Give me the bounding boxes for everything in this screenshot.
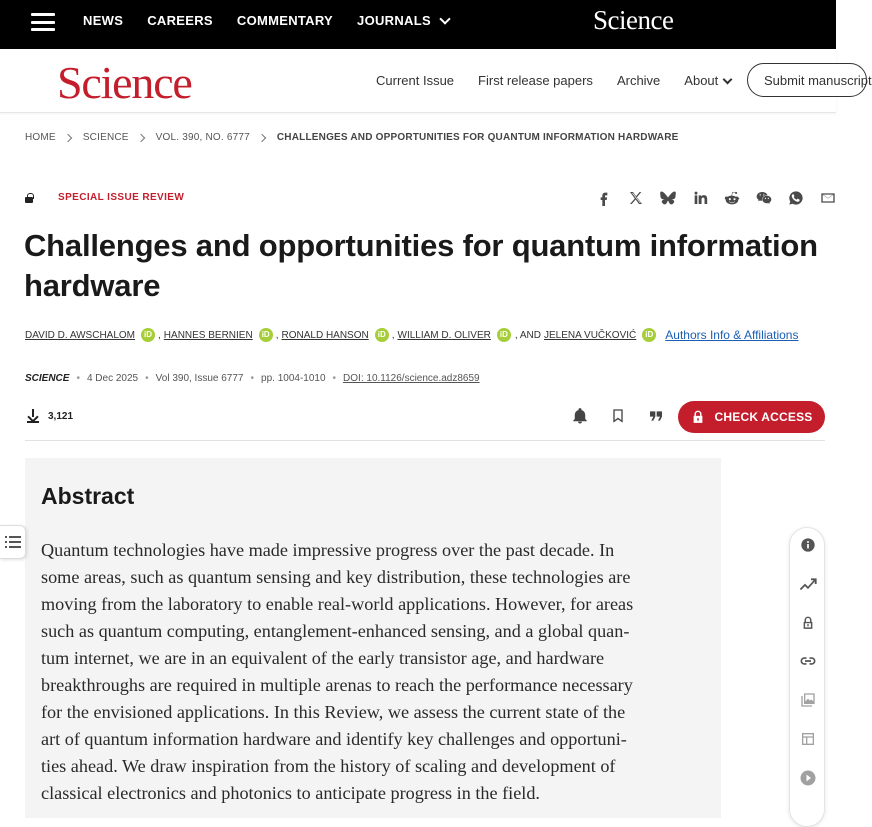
share-bar [588,187,844,209]
lock-icon [691,409,705,425]
author-link[interactable]: HANNES BERNIEN [163,329,253,341]
orcid-icon[interactable]: iD [642,328,656,342]
article-actions [561,404,675,428]
abstract-line: such as quantum computing, entanglement-enhanced sensing, and a global quan- [41,621,630,641]
x-icon[interactable] [620,187,652,209]
breadcrumb-current: CHALLENGES AND OPPORTUNITIES FOR QUANTUM INFORMATION HARDWARE [276,132,679,143]
science-logo[interactable]: Science [57,57,192,108]
breadcrumb [25,132,679,143]
top-nav [83,13,473,29]
breadcrumb-science[interactable]: SCIENCE [82,132,129,143]
chevron-right-icon [258,133,266,141]
figures-icon[interactable] [790,688,826,712]
lock-icon[interactable] [790,611,826,635]
author-link[interactable]: DAVID D. AWSCHALOM [25,329,136,341]
quote-icon[interactable] [637,404,675,428]
chevron-down-icon [723,74,733,84]
bluesky-icon[interactable] [652,187,684,209]
nav-current-issue[interactable]: Current Issue [376,73,455,88]
volume-issue: Vol 390, Issue 6777 [155,373,244,384]
abstract-line: Quantum technologies have made impressive progress over the past decade. In [41,540,615,560]
lock-icon [25,193,33,203]
separator-dot: • [145,373,149,384]
top-nav-journals-label: JOURNALS [357,13,431,28]
nav-first-release[interactable]: First release papers [478,73,593,88]
abstract-line: for the envisioned applications. In this Review, we assess the current state of the [41,702,626,722]
article-label-row [25,192,184,203]
link-icon[interactable] [790,649,826,673]
abstract-line: art of quantum information hardware and identify key challenges and opportuni- [41,729,627,749]
top-nav-journals[interactable] [357,13,449,29]
author-link[interactable]: JELENA VUČKOVIĆ [544,329,637,341]
abstract-line: moving from the laboratory to enable real-world applications. However, for areas [41,594,634,614]
separator-dot: • [250,373,255,384]
linkedin-icon[interactable] [684,187,716,209]
check-access-button[interactable] [678,401,825,433]
authors-affiliations-link[interactable]: Authors Info & Affiliations [665,328,799,342]
check-access-label: CHECK ACCESS [714,410,813,424]
facebook-icon[interactable] [588,187,620,209]
journal-name: SCIENCE [25,373,70,384]
divider [25,440,825,441]
author-and: , AND [514,329,541,341]
top-nav-careers[interactable]: CAREERS [147,13,213,28]
site-header [0,49,872,113]
orcid-icon[interactable]: iD [141,328,155,342]
submit-manuscript-button[interactable]: Submit manuscript [747,63,867,97]
abstract-heading: Abstract [41,483,135,509]
tool-rail [789,527,825,827]
abstract-line: ties ahead. We draw inspiration from the history of scaling and development of [41,756,616,776]
chevron-right-icon [136,133,144,141]
chevron-right-icon [64,133,72,141]
table-of-contents-toggle[interactable] [0,525,26,559]
top-bar [0,0,836,49]
publish-date: 4 Dec 2025 [86,373,139,384]
menu-icon[interactable] [31,13,55,31]
abstract-line: tum internet, we are in an equivalent of the early transistor age, and hardware [41,648,605,668]
info-icon[interactable] [790,533,826,557]
top-science-logo[interactable]: Science [593,5,674,35]
article-meta [25,373,480,384]
media-play-icon[interactable] [790,766,826,790]
metrics-icon[interactable] [790,572,826,596]
whatsapp-icon[interactable] [780,187,812,209]
page-range: pp. 1004-1010 [261,373,326,384]
article-type-label: SPECIAL ISSUE REVIEW [58,192,185,203]
abstract-section [25,458,721,818]
nav-about-label: About [684,73,719,88]
download-count [27,409,73,423]
separator-dot: • [332,373,337,384]
abstract-text [41,537,706,807]
author-link[interactable]: RONALD HANSON [281,329,369,341]
chevron-down-icon [439,13,450,24]
orcid-icon[interactable]: iD [259,328,273,342]
breadcrumb-home[interactable]: HOME [25,132,56,143]
nav-archive[interactable]: Archive [616,73,661,88]
doi-link[interactable]: DOI: 10.1126/science.adz8659 [343,373,480,384]
tables-icon[interactable] [790,727,826,751]
author-link[interactable]: WILLIAM D. OLIVER [397,329,491,341]
main-nav [376,73,755,89]
article-title: Challenges and opportunities for quantum information hardware [24,228,818,303]
nav-about[interactable] [684,73,731,89]
separator-dot: • [76,373,80,384]
wechat-icon[interactable] [748,187,780,209]
abstract-line: classical electronics and photonics to anticipate progress in the field. [41,783,540,803]
email-icon[interactable] [812,187,844,209]
download-count-value: 3,121 [48,410,74,422]
author-list: DAVID D. AWSCHALOM iD , HANNES BERNIEN iD , RONALD HANSON iD , WILLIAM D. OLIVER iD , AND JELENA VUČKOVIĆ iD Authors Info & Affiliations [25,328,799,342]
reddit-icon[interactable] [716,187,748,209]
download-icon [27,409,39,423]
top-nav-commentary[interactable]: COMMENTARY [236,13,334,28]
abstract-line: some areas, such as quantum sensing and key distribution, these technologies are [41,567,631,587]
abstract-line: breakthroughs are required in multiple arenas to reach the performance necessary [41,675,633,695]
top-nav-news[interactable]: NEWS [83,13,124,28]
list-icon [5,535,21,549]
orcid-icon[interactable]: iD [497,328,511,342]
bookmark-icon[interactable] [599,404,637,428]
bell-icon[interactable] [561,404,599,428]
orcid-icon[interactable]: iD [375,328,389,342]
breadcrumb-issue[interactable]: VOL. 390, NO. 6777 [155,132,250,143]
